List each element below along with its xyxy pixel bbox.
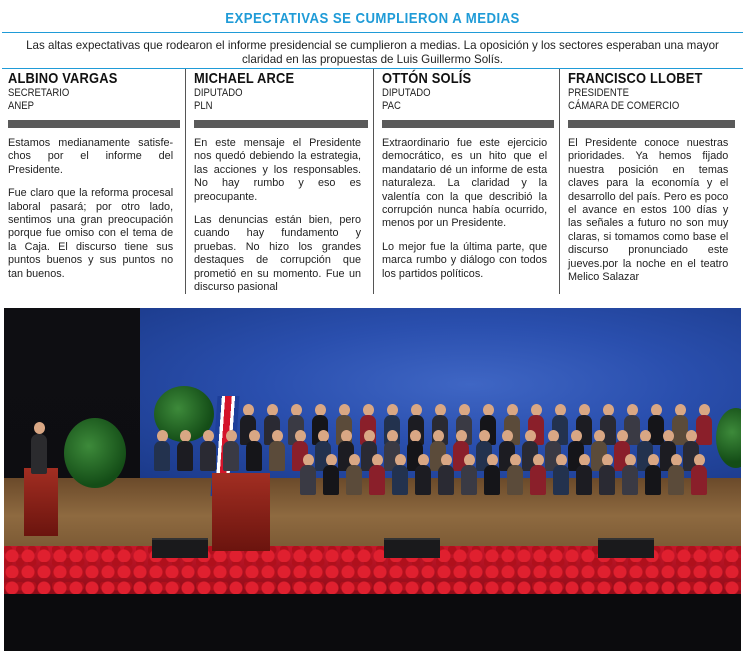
official-figure [576,465,592,495]
quote-author-role: SECRETARIO [8,87,70,99]
column-bar [382,120,554,128]
quote-author-organization: ANEP [8,100,34,112]
quote-paragraph: Las denuncias están bien, pero cuando hay fundamento y pruebas. No hizo los grandes destaques de corrupción que prometió en su momento. Fue un discurso pasional [194,214,362,294]
official-figure [668,465,684,495]
stage-monitor [152,538,208,558]
quote-author-role: PRESIDENTE [568,87,629,99]
column-bar [568,120,735,128]
orchestra-pit [4,594,741,651]
event-photo [4,308,741,651]
official-figure [507,465,523,495]
official-figure [624,415,640,445]
quote-author-role: DIPUTADO [194,87,243,99]
quote-author-role: DIPUTADO [382,87,431,99]
column-albino-vargas [4,69,185,294]
stage-monitor [384,538,440,558]
official-figure [599,465,615,495]
official-figure [392,465,408,495]
official-figure [672,415,688,445]
column-michael-arce [185,69,373,294]
speaker-figure [31,434,47,474]
official-figure [415,465,431,495]
stage-monitor [598,538,654,558]
official-figure [648,415,664,445]
quote-author-name: MICHAEL ARCE [194,70,295,87]
official-figure [553,465,569,495]
official-figure [530,465,546,495]
quote-paragraph: Lo mejor fue la última parte, que marca rumbo y diálogo con todos los partidos políticos. [382,240,548,280]
column-bar [8,120,180,128]
headline-rule-top [2,32,743,33]
quote-paragraph: Extraordinario fue este ejercicio democrático, es un hito que el mandatario dé un informe de esta naturaleza. La claridad y la valentía con la que describió la corrupción nunca había ocurrido, menos por un Presidente. [382,137,548,230]
official-figure [484,465,500,495]
quote-author-name: ALBINO VARGAS [8,70,118,87]
column-francisco-llobet [559,69,740,294]
quote-author-name: OTTÓN SOLÍS [382,70,472,87]
quote-paragraph: Fue claro que la reforma procesal laboral pasará; por otro lado, sentimos una gran preocupación porque fue omiso con el tema de la Caja. El discurso tiene sus puntos buenos y sus puntos no tan buenos. [8,187,174,280]
official-figure [177,441,193,471]
official-figure [691,465,707,495]
official-figure [269,441,285,471]
official-figure [223,441,239,471]
official-figure [645,465,661,495]
official-figure [369,465,385,495]
official-figure [696,415,712,445]
quote-paragraph: En este mensaje el Presidente nos quedó debiendo la estrategia, las acciones y los responsables. No hay rumbo y eso es preocupante. [194,137,362,203]
headline: EXPECTATIVAS SE CUMPLIERON A MEDIAS [225,10,520,27]
official-figure [323,465,339,495]
quote-paragraph: El Presidente conoce nuestras prioridades. Ya hemos fijado nuestra posición en temas claves para la economía y el desarrollo del país. Pero es poco el avance en estos 100 días y las señales a futuro no son muy claras, si tomamos como base el discurso pronunciado este jueves.por la noche en el teatro Melico Salazar [568,137,729,284]
lead-paragraph: Las altas expectativas que rodearon el informe presidencial se cumplieron a medias. La oposición y los sectores esperaban una mayor claridad en las propuestas de Luis Guillermo Solís. [26,39,719,66]
official-figure [246,441,262,471]
quote-author-name: FRANCISCO LLOBET [568,70,703,87]
speaker-head [34,422,45,434]
presidential-podium [212,473,270,551]
plant-arrangement [64,418,126,488]
official-figure [461,465,477,495]
quote-author-organization: PAC [382,100,401,112]
speaker-lectern [24,468,58,536]
quote-author-organization: CÁMARA DE COMERCIO [568,100,680,112]
official-figure [154,441,170,471]
column-bar [194,120,368,128]
official-figure [346,465,362,495]
quote-paragraph: Estamos medianamente satisfe-chos por el informe del Presidente. [8,137,174,176]
official-figure [622,465,638,495]
official-figure [200,441,216,471]
column-otton-solis [373,69,559,294]
official-figure [300,465,316,495]
quote-author-organization: PLN [194,100,213,112]
quotes-columns [4,69,740,294]
official-figure [438,465,454,495]
